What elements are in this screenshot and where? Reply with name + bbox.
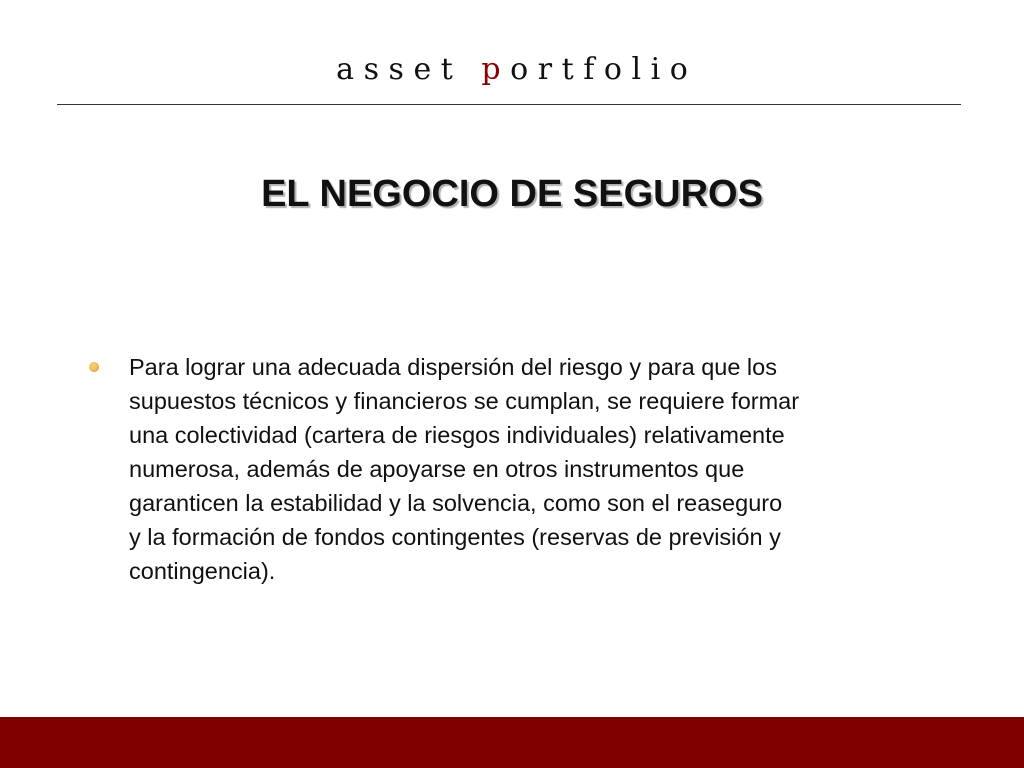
brand-logo [0, 50, 1024, 90]
header-divider [57, 104, 961, 105]
bullet-dot-icon [89, 362, 99, 372]
bullet-line: supuestos técnicos y financieros se cumplan, se requiere formar [129, 388, 800, 414]
bullet-line: Para lograr una adecuada dispersión del riesgo y para que los [129, 354, 777, 380]
bullet-line: contingencia). [129, 558, 276, 584]
brand-text-part2: o r t f o l i o [500, 52, 688, 87]
bullet-item [89, 350, 949, 588]
brand-accent-letter: p [481, 52, 501, 87]
brand-text-part1: a s s e t [336, 52, 482, 87]
bullet-line: numerosa, además de apoyarse en otros instrumentos que [129, 456, 745, 482]
slide-title: EL NEGOCIO DE SEGUROS [261, 173, 763, 215]
bullet-line: una colectividad (cartera de riesgos individuales) relativamente [129, 422, 785, 448]
bullet-list [89, 350, 949, 588]
bullet-line: y la formación de fondos contingentes (reservas de previsión y [129, 524, 781, 550]
bullet-line: garanticen la estabilidad y la solvencia, como son el reaseguro [129, 490, 783, 516]
footer-bar [0, 717, 1024, 768]
